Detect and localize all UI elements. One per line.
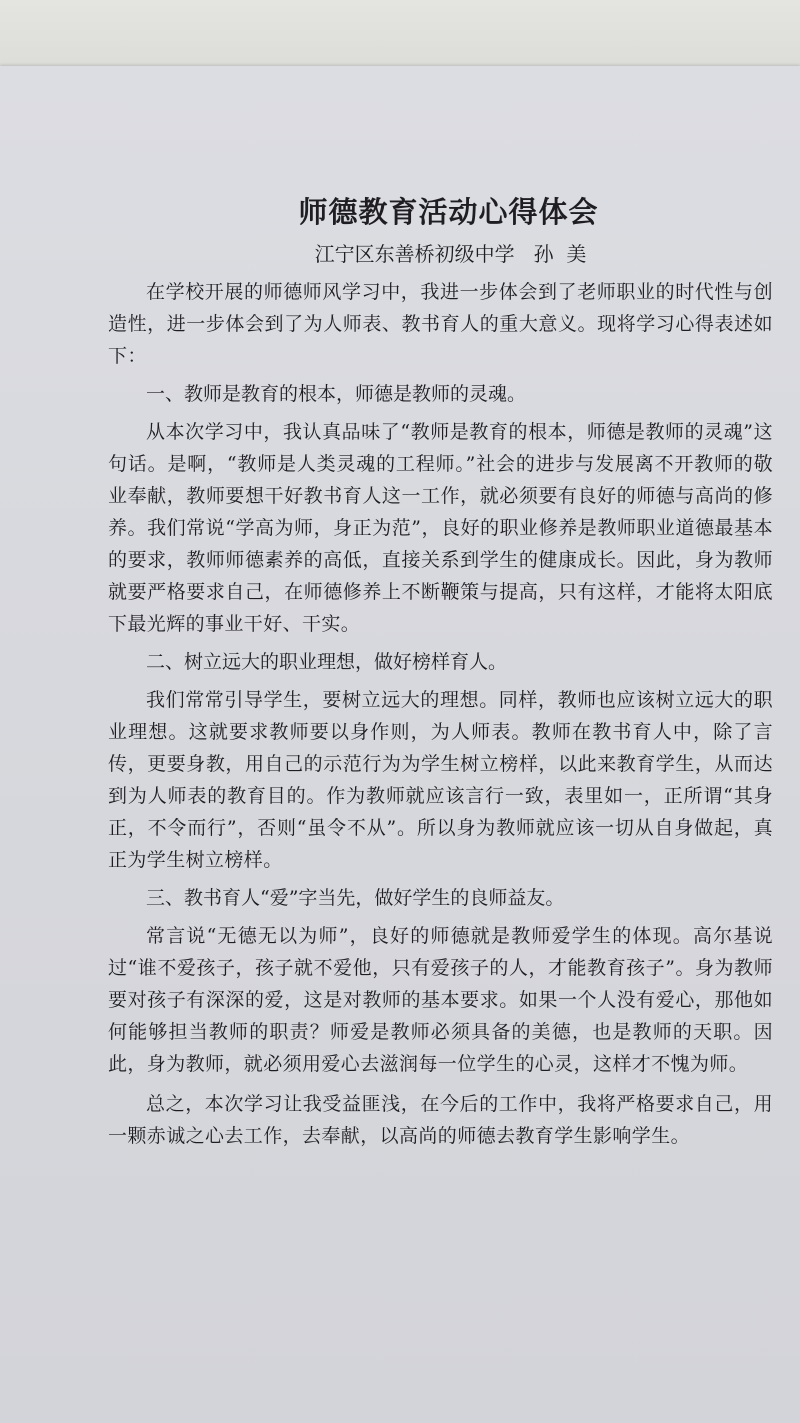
- section-heading-3: 三、教书育人“爱”字当先，做好学生的良师益友。: [146, 887, 565, 909]
- section-body-1: 从本次学习中，我认真品味了“教师是教育的根本，师德是教师的灵魂”这句话。是啊，“教师是人类灵魂的工程师。”社会的进步与发展离不开教师的敬业奉献，教师要想干好教书育人这一工作，就必须要有良好的师德与高尚的修养。我们常说“学高为师，身正为范”，良好的职业修养是教师职业道德最基本的要求，教师师德素养的高低，直接关系到学生的健康成长。因此，身为教师就要严格要求自己，在师德修养上不断鞭策与提高，只有这样，才能将太阳底下最光辉的事业干好、干实。: [108, 421, 773, 635]
- document-title: 师德教育活动心得体会: [298, 195, 599, 229]
- section-body-2: 我们常常引导学生，要树立远大的理想。同样，教师也应该树立远大的职业理想。这就要求教师要以身作则，为人师表。教师在教书育人中，除了言传，更要身教，用自己的示范行为为学生树立榜样，以此来教育学生，从而达到为人师表的教育目的。作为教师就应该言行一致，表里如一，正所谓“其身正，不令而行”，否则“虽令不从”。所以身为教师就应该一切从自身做起，真正为学生树立榜样。: [108, 689, 773, 871]
- section-heading-2: 二、树立远大的职业理想，做好榜样育人。: [146, 651, 508, 673]
- document-body: [108, 190, 773, 1152]
- background-surface: [0, 0, 800, 70]
- intro-paragraph: 在学校开展的师德师风学习中，我进一步体会到了老师职业的时代性与创造性，进一步体会到了为人师表、教书育人的重大意义。现将学习心得表述如下：: [108, 281, 773, 367]
- paragraph-gap: [108, 1080, 773, 1088]
- section-body-3: 常言说“无德无以为师”，良好的师德就是教师爱学生的体现。高尔基说过“谁不爱孩子，孩子就不爱他，只有爱孩子的人，才能教育孩子”。身为教师要对孩子有深深的爱，这是对教师的基本要求。如果一个人没有爱心，那他如何能够担当教师的职责？师爱是教师必须具备的美德，也是教师的天职。因此，身为教师，就必须用爱心去滋润每一位学生的心灵，这样才不愧为师。: [108, 925, 773, 1075]
- author-byline: 江宁区东善桥初级中学 孙 美: [314, 242, 587, 266]
- section-heading-1: 一、教师是教育的根本，师德是教师的灵魂。: [146, 383, 527, 405]
- conclusion-paragraph: 总之，本次学习让我受益匪浅，在今后的工作中，我将严格要求自己，用一颗赤诚之心去工作，去奉献，以高尚的师德去教育学生影响学生。: [108, 1093, 773, 1147]
